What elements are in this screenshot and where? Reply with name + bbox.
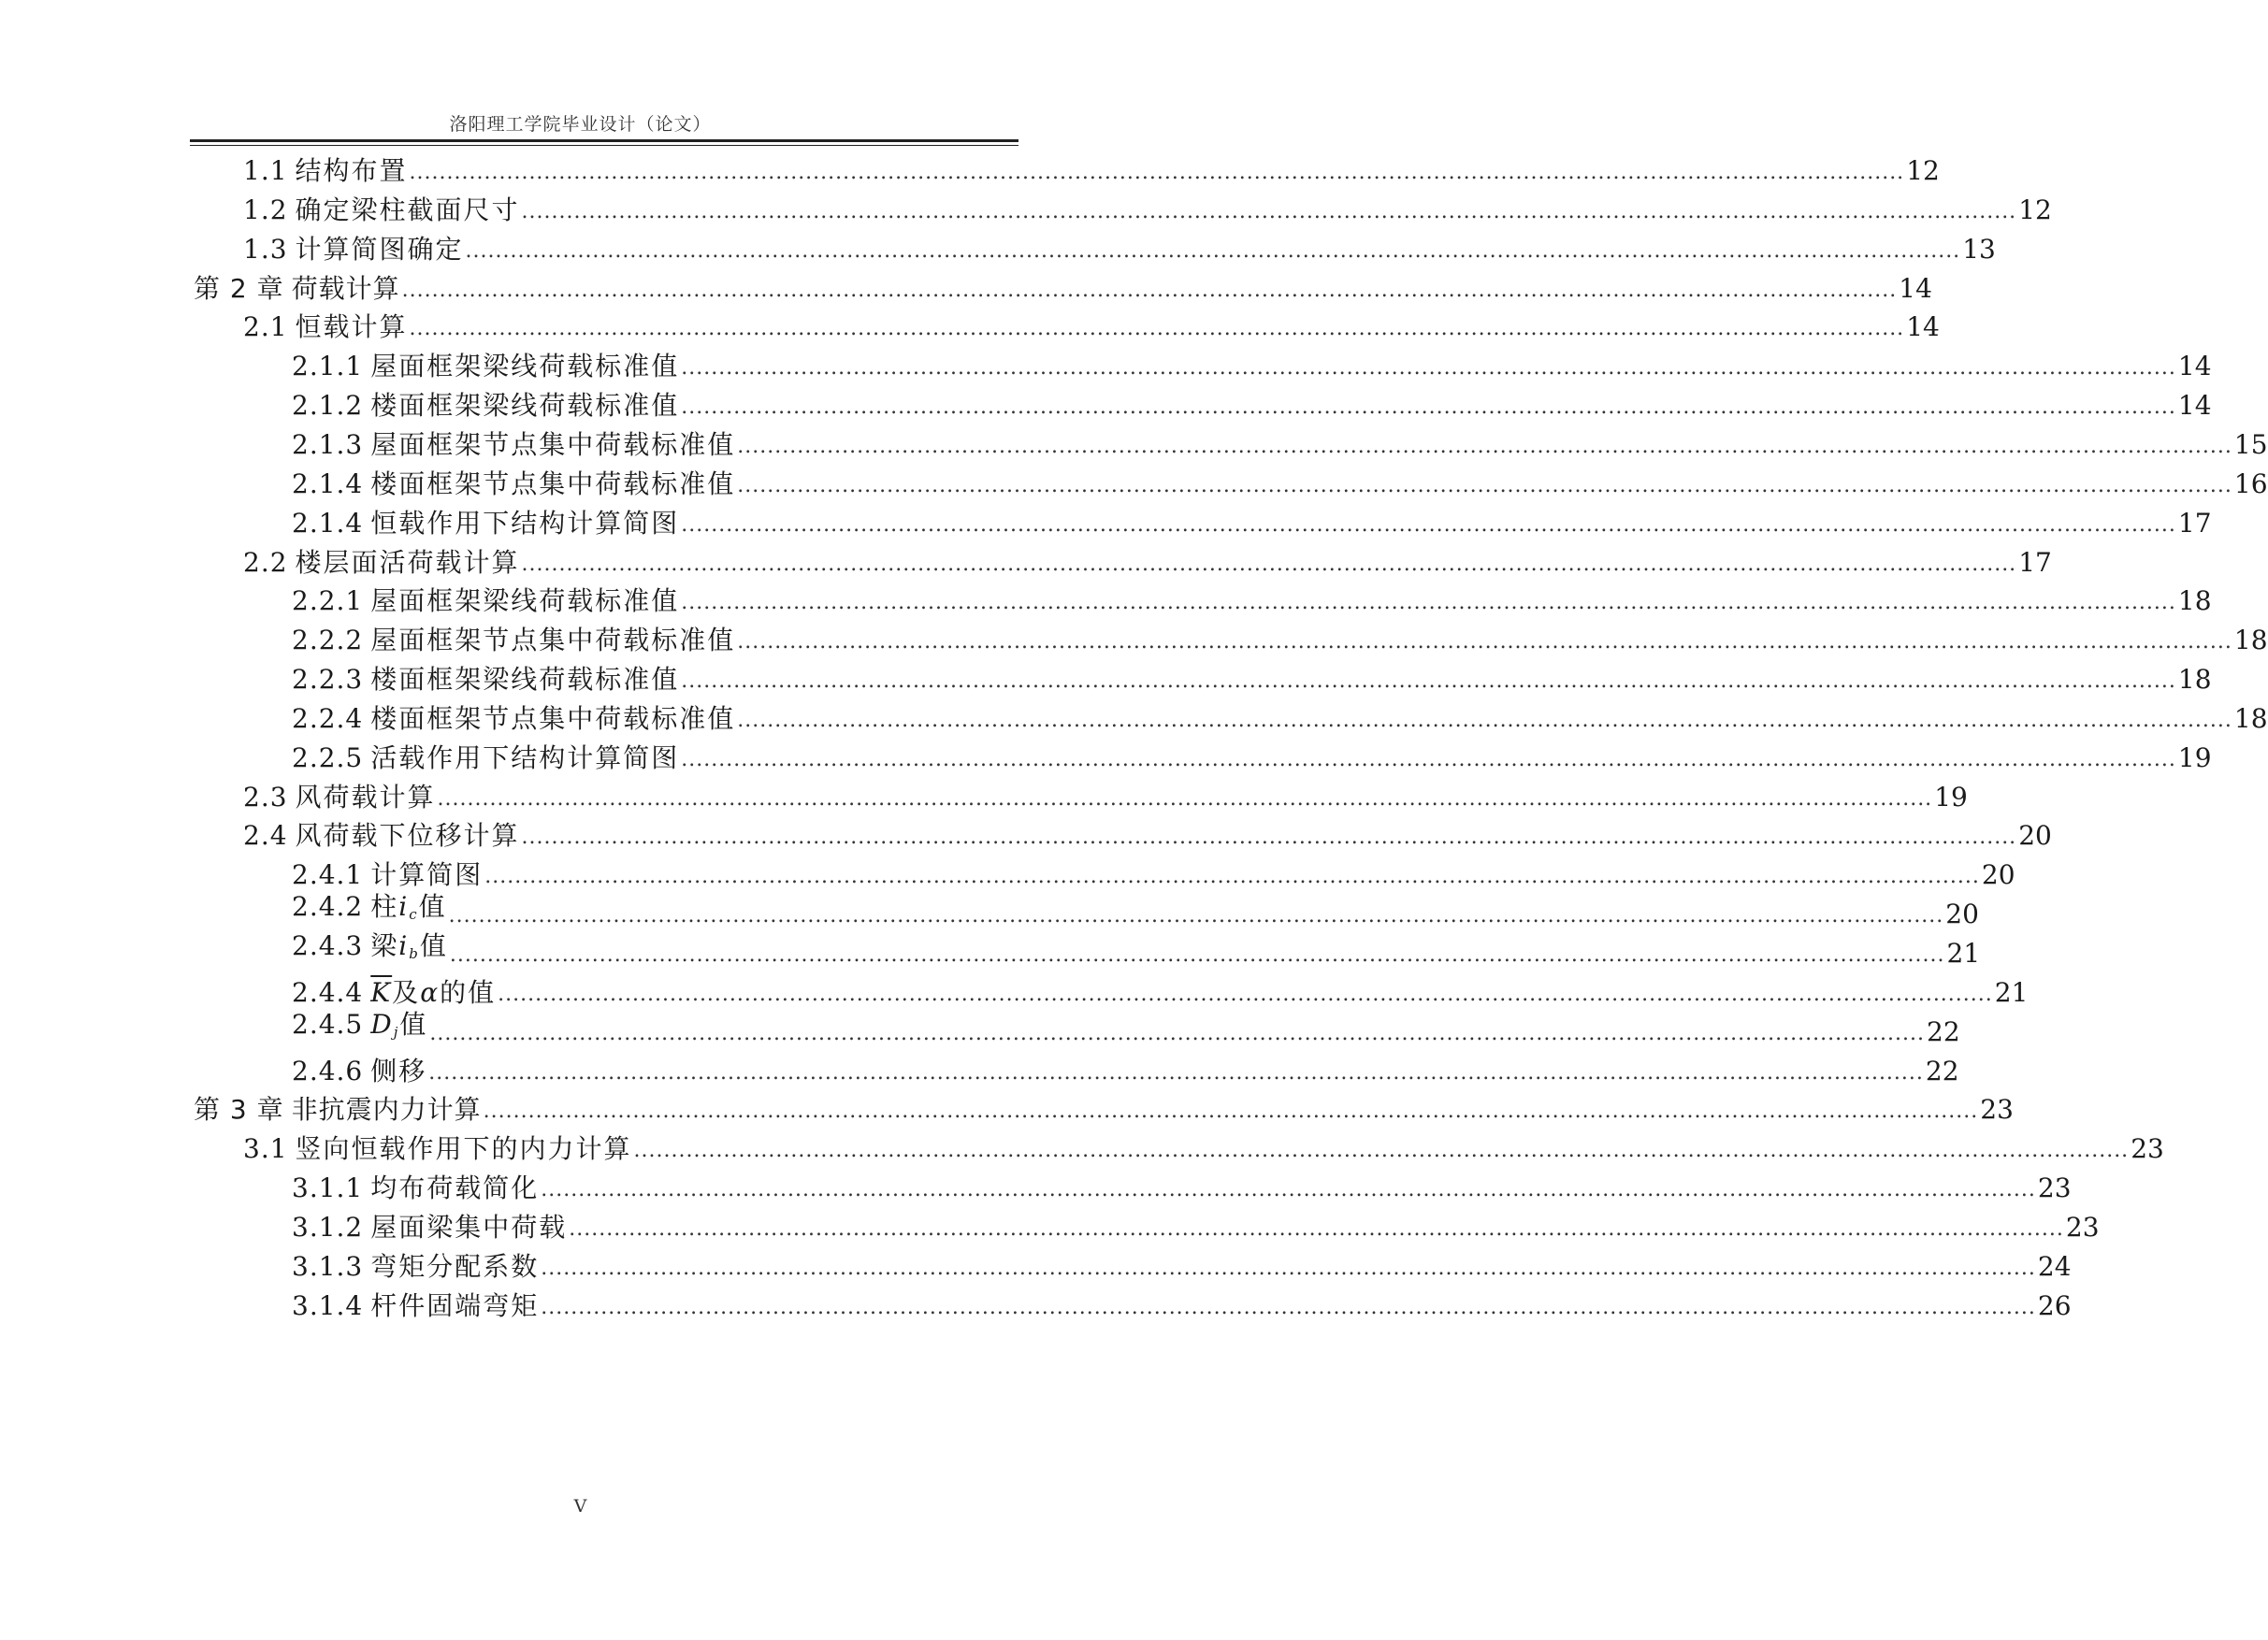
math-k-bar: $\overline{K}$ <box>370 976 393 1008</box>
toc-entry-number: 2.1 <box>243 311 288 343</box>
toc-entry-number: 2.1.2 <box>292 390 364 422</box>
toc-entry-text <box>292 742 679 774</box>
toc-entry-number: 2.4 <box>243 820 288 852</box>
toc-entry-title: 侧移 <box>370 1055 427 1086</box>
toc-entry[interactable] <box>0 854 2015 891</box>
math-symbol-subscript: j <box>393 1023 400 1041</box>
toc-leader-dots: ........................................................................................................................................................................................................ <box>737 434 2232 458</box>
toc-entry-number: 1.1 <box>243 155 288 186</box>
toc-entry-title: 风荷载计算 <box>295 781 436 813</box>
toc-page-number: 26 <box>2037 1289 2072 1321</box>
toc-entry-title: 杆件固端弯矩 <box>370 1289 540 1321</box>
toc-page-number: 19 <box>1934 781 1968 813</box>
toc-page-number: 23 <box>1980 1094 2014 1126</box>
toc-page-number: 21 <box>1946 938 1981 969</box>
toc-entry-number: 2.3 <box>243 781 288 813</box>
toc-entry-number: 2.1.4 <box>292 468 364 499</box>
toc-entry-number: 2.1.4 <box>292 507 364 539</box>
toc-entry-text <box>292 1172 539 1204</box>
toc-entry-number: 1.2 <box>243 194 288 225</box>
toc-page-number: 19 <box>2177 741 2212 773</box>
toc-entry-number: 3.1.3 <box>292 1250 364 1282</box>
toc-entry-number: 2.4.5 <box>292 1008 364 1040</box>
math-symbol-subscript: b <box>409 945 420 962</box>
toc-entry-number: 3.1 <box>243 1133 288 1165</box>
toc-entry-number: 3.1.1 <box>292 1172 364 1204</box>
toc-entry-text <box>243 782 436 813</box>
toc-entry-text <box>292 508 679 539</box>
toc-entry[interactable] <box>0 541 2052 579</box>
toc-page-number: 22 <box>1925 1055 1959 1086</box>
toc-title-middle: 及 <box>392 976 421 1008</box>
toc-entry[interactable] <box>0 1008 1960 1048</box>
toc-entry-text <box>292 429 735 461</box>
toc-leader-dots: ........................................................................................................................................................................................................ <box>484 865 1980 889</box>
toc-entry-text <box>292 468 735 500</box>
toc-title-suffix: 值 <box>399 1008 428 1040</box>
toc-entry-title: 均布荷载简化 <box>370 1172 540 1204</box>
toc-entry-text <box>243 234 464 266</box>
toc-page-number: 14 <box>2177 351 2212 382</box>
toc-entry[interactable] <box>0 930 1981 970</box>
toc-entry[interactable] <box>0 737 2212 774</box>
toc-title-suffix: 的值 <box>440 976 497 1008</box>
toc-entry-number: 1.3 <box>243 233 288 265</box>
toc-entry-text <box>292 859 483 891</box>
toc-entry-title <box>370 1009 427 1040</box>
toc-entry[interactable] <box>0 1050 1959 1087</box>
toc-page-number: 14 <box>2177 390 2212 422</box>
toc-entry-text <box>243 820 520 852</box>
toc-leader-dots: ........................................................................................................................................................................................................ <box>569 1216 2064 1241</box>
toc-entry-text <box>292 1212 567 1244</box>
toc-page-number: 14 <box>1899 272 1932 304</box>
toc-entry-text <box>292 891 447 930</box>
toc-leader-dots: ........................................................................................................................................................................................................ <box>409 161 1905 184</box>
toc-page-number: 18 <box>2177 664 2212 696</box>
toc-entry-title: 楼面框架节点集中荷载标准值 <box>370 468 736 499</box>
toc-entry-title: 非抗震内力计算 <box>291 1094 482 1126</box>
toc-title-prefix: 柱 <box>370 891 399 923</box>
math-alpha: α <box>420 976 441 1008</box>
toc-entry[interactable] <box>0 814 2052 852</box>
toc-entry-title: 屋面框架梁线荷载标准值 <box>370 585 680 617</box>
toc-entry[interactable] <box>0 1245 2072 1283</box>
toc-entry-title: 风荷载下位移计算 <box>295 820 520 852</box>
toc-entry[interactable] <box>0 776 1968 813</box>
toc-entry-number: 2.2.1 <box>292 585 364 617</box>
toc-page-number: 23 <box>2065 1211 2100 1243</box>
toc-entry-text <box>243 547 520 579</box>
toc-entry-number: 2.4.1 <box>292 859 364 891</box>
math-symbol-base: i <box>398 930 410 961</box>
toc-entry-text <box>243 194 520 226</box>
toc-leader-dots: ........................................................................................................................................................................................................ <box>737 630 2232 655</box>
toc-entry-title: 活载作用下结构计算简图 <box>370 741 680 773</box>
toc-page-number: 18 <box>2233 625 2268 656</box>
toc-entry[interactable] <box>0 1206 2100 1244</box>
toc-entry-title: 楼层面活荷载计算 <box>295 546 520 578</box>
toc-leader-dots: ........................................................................................................................................................................................................ <box>681 396 2176 420</box>
toc-page-number: 12 <box>1906 155 1940 186</box>
toc-page-number: 22 <box>1927 1015 1960 1047</box>
toc-entry[interactable] <box>0 658 2212 696</box>
page-number: V <box>573 1496 587 1517</box>
toc-entry-text <box>292 664 679 696</box>
toc-leader-dots: ........................................................................................................................................................................................................ <box>737 473 2232 497</box>
toc-entry[interactable] <box>0 267 1932 305</box>
toc-page-number: 18 <box>2233 702 2268 734</box>
toc-page-number: 21 <box>1994 976 2029 1008</box>
toc-entry-text <box>243 311 408 343</box>
toc-leader-dots: ........................................................................................................................................................................................................ <box>483 1100 1979 1124</box>
page-header-title: 洛阳理工学院毕业设计（论文） <box>449 114 712 135</box>
toc-entry-text <box>292 390 679 422</box>
toc-entry-number: 第 2 章 <box>194 272 284 304</box>
toc-title-suffix: 值 <box>418 891 447 923</box>
toc-page-number: 17 <box>2018 546 2052 578</box>
math-symbol <box>398 891 418 922</box>
toc-entry-text <box>194 1094 482 1126</box>
toc-entry[interactable] <box>0 189 2052 226</box>
toc-leader-dots: ........................................................................................................................................................................................................ <box>541 1295 2036 1319</box>
toc-leader-dots: ........................................................................................................................................................................................................ <box>681 356 2176 381</box>
toc-page-number: 20 <box>1981 859 2015 891</box>
toc-entry[interactable] <box>0 306 1940 343</box>
toc-entry-number: 2.2 <box>243 546 288 578</box>
toc-entry[interactable] <box>0 228 1996 266</box>
toc-entry-title: 楼面框架节点集中荷载标准值 <box>370 702 736 734</box>
toc-entry-number: 2.2.3 <box>292 664 364 696</box>
header-rule-thin <box>190 145 1018 146</box>
toc-entry-title <box>370 891 446 922</box>
math-symbol-subscript: c <box>409 906 419 924</box>
toc-entry-title: 屋面框架节点集中荷载标准值 <box>370 625 736 656</box>
toc-entry-text <box>292 625 735 656</box>
toc-leader-dots: ........................................................................................................................................................................................................ <box>681 591 2176 615</box>
toc-entry-title: 恒载作用下结构计算简图 <box>370 507 680 539</box>
toc-leader-dots: ........................................................................................................................................................................................................ <box>633 1139 2130 1163</box>
toc-entry[interactable] <box>0 1128 2164 1165</box>
toc-entry-number: 2.2.4 <box>292 702 364 734</box>
toc-page-number: 13 <box>1962 233 1996 265</box>
toc-entry-title: 计算简图确定 <box>295 233 464 265</box>
toc-leader-dots: ........................................................................................................................................................................................................ <box>681 669 2176 694</box>
toc-leader-dots: ........................................................................................................................................................................................................ <box>401 278 1898 302</box>
toc-entry[interactable] <box>0 463 2268 500</box>
toc-leader-dots: ........................................................................................................................................................................................................ <box>449 943 1945 967</box>
toc-page-number: 23 <box>2037 1172 2072 1204</box>
toc-title-suffix: 值 <box>419 930 448 961</box>
toc-entry-number: 3.1.2 <box>292 1211 364 1243</box>
toc-entry-text <box>243 1133 632 1165</box>
toc-entry[interactable] <box>0 971 2029 1009</box>
toc-leader-dots: ........................................................................................................................................................................................................ <box>681 747 2176 771</box>
toc-leader-dots: ........................................................................................................................................................................................................ <box>541 1256 2036 1280</box>
toc-title-prefix: 梁 <box>370 930 399 961</box>
toc-entry[interactable] <box>0 502 2212 539</box>
toc-entry-title: 确定梁柱截面尺寸 <box>295 194 520 225</box>
toc-entry[interactable] <box>0 345 2212 382</box>
toc-leader-dots: ........................................................................................................................................................................................................ <box>498 982 1993 1006</box>
toc-entry[interactable] <box>0 1167 2072 1204</box>
toc-page-number: 20 <box>2018 820 2052 852</box>
math-symbol-base: D <box>370 1008 394 1040</box>
toc-entry-text <box>292 1056 426 1087</box>
toc-entry[interactable] <box>0 891 1979 930</box>
toc-entry-number: 2.2.2 <box>292 625 364 656</box>
toc-leader-dots: ........................................................................................................................................................................................................ <box>465 238 1961 263</box>
toc-entry-title <box>370 930 448 961</box>
toc-entry-title: 楼面框架梁线荷载标准值 <box>370 390 680 422</box>
toc-page-number: 17 <box>2177 507 2212 539</box>
toc-leader-dots: ........................................................................................................................................................................................................ <box>428 1060 1924 1085</box>
toc-entry[interactable] <box>0 384 2212 422</box>
toc-entry-number: 2.4.4 <box>292 976 364 1008</box>
toc-entry[interactable] <box>0 1088 2014 1126</box>
toc-leader-dots: ........................................................................................................................................................................................................ <box>521 826 2017 850</box>
math-symbol <box>398 930 420 961</box>
toc-page-number: 16 <box>2233 468 2268 499</box>
toc-page-number: 14 <box>1906 311 1940 343</box>
toc-leader-dots: ........................................................................................................................................................................................................ <box>437 786 1933 811</box>
toc-entry-number: 第 3 章 <box>194 1094 284 1126</box>
toc-entry-title <box>370 977 496 1008</box>
toc-entry-number: 2.1.1 <box>292 351 364 382</box>
toc-entry-text <box>292 1009 427 1048</box>
toc-entry-text <box>292 930 448 970</box>
toc-entry-number: 2.1.3 <box>292 428 364 460</box>
toc-entry[interactable] <box>0 619 2268 656</box>
toc-leader-dots: ........................................................................................................................................................................................................ <box>541 1178 2036 1202</box>
toc-entry[interactable] <box>0 424 2268 461</box>
toc-entry-title: 屋面框架节点集中荷载标准值 <box>370 428 736 460</box>
toc-entry[interactable] <box>0 150 1940 187</box>
toc-entry-text <box>292 1290 539 1322</box>
toc-leader-dots: ........................................................................................................................................................................................................ <box>448 904 1944 928</box>
header-rule-thick <box>190 139 1018 142</box>
toc-entry-number: 2.4.6 <box>292 1055 364 1086</box>
toc-entry-title: 弯矩分配系数 <box>370 1250 540 1282</box>
toc-entry-number: 2.4.2 <box>292 891 364 923</box>
toc-page-number: 18 <box>2177 585 2212 617</box>
toc-leader-dots: ........................................................................................................................................................................................................ <box>737 708 2232 732</box>
toc-entry-text <box>292 351 679 382</box>
math-symbol-base: i <box>398 891 410 923</box>
toc-entry-title: 屋面梁集中荷载 <box>370 1211 568 1243</box>
toc-entry-title: 结构布置 <box>295 155 408 186</box>
toc-leader-dots: ........................................................................................................................................................................................................ <box>681 512 2176 537</box>
toc-entry[interactable] <box>0 580 2212 617</box>
toc-leader-dots: ........................................................................................................................................................................................................ <box>521 199 2017 223</box>
toc-leader-dots: ........................................................................................................................................................................................................ <box>521 552 2017 576</box>
toc-entry-number: 2.2.5 <box>292 741 364 773</box>
toc-entry-title: 荷载计算 <box>291 272 400 304</box>
toc-entry-title: 计算简图 <box>370 859 484 891</box>
toc-entry-title: 恒载计算 <box>295 311 408 343</box>
toc-entry-title: 竖向恒载作用下的内力计算 <box>295 1133 632 1165</box>
toc-entry[interactable] <box>0 1285 2072 1322</box>
toc-entry-number: 3.1.4 <box>292 1289 364 1321</box>
toc-entry-number: 2.4.3 <box>292 930 364 961</box>
toc-leader-dots: ........................................................................................................................................................................................................ <box>429 1021 1926 1045</box>
toc-entry-text <box>194 273 400 305</box>
math-symbol <box>370 1009 399 1040</box>
toc-entry[interactable] <box>0 698 2268 735</box>
toc-entry-title: 屋面框架梁线荷载标准值 <box>370 351 680 382</box>
toc-entry-text <box>243 155 408 187</box>
toc-entry-text <box>292 1251 539 1283</box>
toc-page-number: 20 <box>1945 899 1979 930</box>
toc-page-number: 12 <box>2018 194 2052 225</box>
toc-entry-text <box>292 585 679 617</box>
toc-page-number: 15 <box>2233 428 2268 460</box>
toc-entry-text <box>292 703 735 735</box>
toc-entry-title: 楼面框架梁线荷载标准值 <box>370 664 680 696</box>
toc-leader-dots: ........................................................................................................................................................................................................ <box>409 317 1905 341</box>
toc-page-number: 23 <box>2131 1133 2164 1165</box>
toc-page-number: 24 <box>2037 1250 2072 1282</box>
toc-entry-text <box>292 977 496 1009</box>
